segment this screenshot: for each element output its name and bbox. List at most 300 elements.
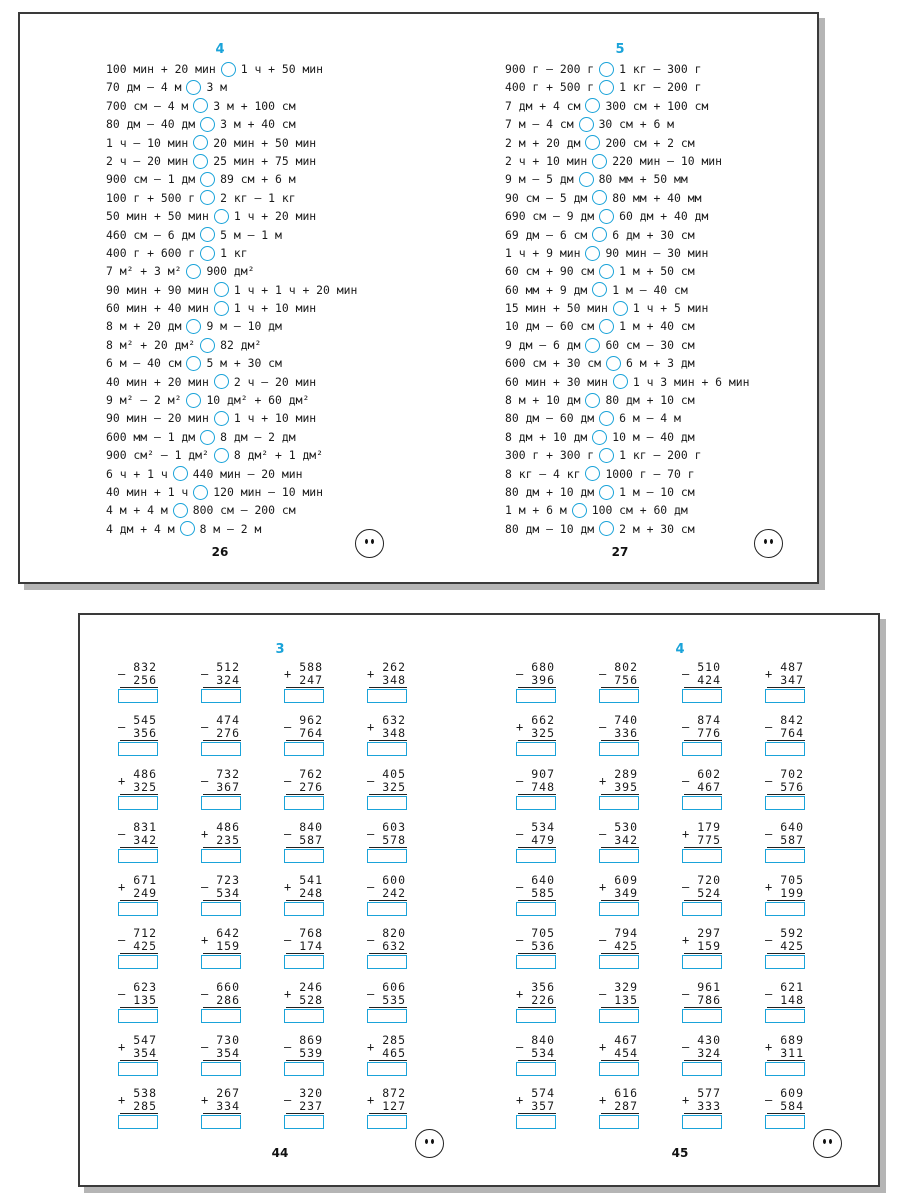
right-expression: 10 м – 40 дм [612, 429, 695, 444]
comparison-exercise [505, 115, 749, 133]
right-expression: 6 м + 3 дм [626, 356, 695, 371]
answer-box[interactable] [118, 902, 158, 916]
answer-circle[interactable] [585, 338, 600, 353]
comparison-exercise [505, 134, 749, 152]
answer-circle[interactable] [200, 227, 215, 242]
top-number: 262 [382, 660, 406, 674]
top-number: 356 [531, 979, 555, 994]
top-number: 592 [780, 926, 804, 941]
answer-box[interactable] [516, 955, 556, 969]
minus-sign: – [118, 986, 126, 1001]
answer-box[interactable] [367, 955, 407, 969]
top-number: 538 [133, 1086, 157, 1101]
answer-box[interactable] [682, 955, 722, 969]
answer-box[interactable] [599, 849, 639, 863]
answer-box[interactable] [284, 1009, 324, 1023]
answer-box[interactable] [599, 1062, 639, 1076]
top-number: 831 [133, 819, 157, 834]
answer-circle[interactable] [186, 80, 201, 95]
bottom-number: 534 [531, 1046, 555, 1061]
answer-box[interactable] [367, 742, 407, 756]
comparison-exercise [106, 170, 357, 188]
page-number: 45 [671, 1146, 689, 1160]
answer-box[interactable] [201, 742, 241, 756]
plus-sign: + [284, 880, 292, 895]
minus-sign: – [682, 986, 690, 1001]
answer-box[interactable] [201, 796, 241, 810]
bottom-number: 576 [780, 779, 804, 794]
answer-circle[interactable] [599, 521, 614, 536]
exercise-title: 3 [275, 642, 285, 657]
bottom-number: 276 [216, 726, 240, 741]
left-expression: 7 м² + 3 м² [106, 264, 182, 279]
comparison-exercise [505, 281, 749, 299]
column-problem [201, 874, 241, 916]
top-number: 632 [382, 713, 406, 728]
answer-circle[interactable] [214, 209, 229, 224]
answer-circle[interactable] [186, 356, 201, 371]
answer-box[interactable] [118, 796, 158, 810]
column-problem [599, 821, 639, 863]
answer-circle[interactable] [572, 503, 587, 518]
answer-circle[interactable] [613, 301, 628, 316]
bottom-number: 587 [299, 832, 323, 847]
bottom-number: 135 [614, 992, 638, 1007]
answer-circle[interactable] [193, 154, 208, 169]
underline [601, 1060, 639, 1061]
top-number: 621 [780, 979, 804, 994]
minus-sign: – [284, 720, 292, 735]
answer-box[interactable] [118, 1115, 158, 1129]
answer-circle[interactable] [193, 135, 208, 150]
answer-box[interactable] [765, 689, 805, 703]
plus-sign: + [516, 1093, 524, 1108]
top-number: 600 [382, 873, 406, 888]
top-number: 720 [697, 873, 721, 888]
answer-box[interactable] [367, 796, 407, 810]
answer-box[interactable] [599, 796, 639, 810]
underline [767, 687, 805, 688]
bottom-number: 159 [216, 939, 240, 954]
left-expression: 80 дм – 60 дм [505, 411, 595, 426]
answer-circle[interactable] [579, 117, 594, 132]
answer-box[interactable] [765, 796, 805, 810]
underline [286, 953, 324, 954]
answer-circle[interactable] [173, 466, 188, 481]
answer-box[interactable] [516, 689, 556, 703]
column-problem [599, 981, 639, 1023]
underline [518, 740, 556, 741]
answer-circle[interactable] [214, 282, 229, 297]
bottom-number: 528 [299, 992, 323, 1007]
answer-box[interactable] [367, 1009, 407, 1023]
left-expression: 7 м – 4 см [505, 117, 574, 132]
answer-circle[interactable] [592, 282, 607, 297]
answer-circle[interactable] [585, 393, 600, 408]
underline [120, 687, 158, 688]
comparison-exercise [106, 501, 357, 519]
left-expression: 1 м + 6 м [505, 503, 567, 518]
answer-box[interactable] [599, 955, 639, 969]
right-expression: 90 мин – 30 мин [605, 245, 709, 260]
answer-box[interactable] [765, 902, 805, 916]
answer-circle[interactable] [214, 411, 229, 426]
answer-box[interactable] [201, 1009, 241, 1023]
answer-box[interactable] [682, 1009, 722, 1023]
column-problem [682, 768, 722, 810]
column-problem [367, 1087, 407, 1129]
underline [203, 1007, 241, 1008]
column-problem [284, 1087, 324, 1129]
answer-box[interactable] [284, 955, 324, 969]
column-problem [765, 1034, 805, 1076]
comparison-exercise [505, 373, 749, 391]
bottom-number: 425 [133, 939, 157, 954]
answer-circle[interactable] [193, 98, 208, 113]
minus-sign: – [201, 1040, 209, 1055]
comparison-exercise [505, 336, 749, 354]
right-expression: 220 мин – 10 мин [612, 153, 723, 168]
answer-box[interactable] [516, 742, 556, 756]
answer-box[interactable] [599, 742, 639, 756]
column-problem [682, 927, 722, 969]
column-problem [765, 981, 805, 1023]
underline [684, 687, 722, 688]
right-expression: 60 см – 30 см [605, 337, 695, 352]
smiley-face-icon [813, 1129, 842, 1158]
underline [518, 1060, 556, 1061]
plus-sign: + [367, 720, 375, 735]
left-expression: 80 дм – 10 дм [505, 521, 595, 536]
bottom-number: 354 [216, 1046, 240, 1061]
top-number: 609 [780, 1086, 804, 1101]
answer-circle[interactable] [221, 62, 236, 77]
answer-box[interactable] [367, 849, 407, 863]
minus-sign: – [201, 773, 209, 788]
underline [601, 740, 639, 741]
answer-box[interactable] [284, 742, 324, 756]
bottom-number: 354 [133, 1046, 157, 1061]
answer-box[interactable] [516, 849, 556, 863]
bottom-number: 585 [531, 886, 555, 901]
plus-sign: + [765, 1040, 773, 1055]
answer-circle[interactable] [214, 301, 229, 316]
answer-circle[interactable] [585, 246, 600, 261]
answer-circle[interactable] [599, 448, 614, 463]
answer-circle[interactable] [200, 190, 215, 205]
answer-box[interactable] [682, 1062, 722, 1076]
answer-circle[interactable] [585, 98, 600, 113]
top-number: 320 [299, 1086, 323, 1101]
answer-box[interactable] [284, 849, 324, 863]
answer-box[interactable] [765, 1009, 805, 1023]
answer-box[interactable] [682, 849, 722, 863]
underline [369, 1113, 407, 1114]
column-problem [516, 661, 556, 703]
answer-circle[interactable] [200, 172, 215, 187]
answer-box[interactable] [765, 742, 805, 756]
column-problem [516, 927, 556, 969]
column-problem [284, 661, 324, 703]
top-number: 267 [216, 1086, 240, 1101]
answer-box[interactable] [765, 955, 805, 969]
top-number: 430 [697, 1033, 721, 1048]
answer-box[interactable] [118, 955, 158, 969]
right-expression: 9 м – 10 дм [206, 319, 282, 334]
comparison-exercise [505, 189, 749, 207]
comparison-exercise [505, 299, 749, 317]
underline [684, 1060, 722, 1061]
answer-circle[interactable] [606, 356, 621, 371]
bottom-number: 534 [216, 886, 240, 901]
answer-circle[interactable] [214, 448, 229, 463]
answer-circle[interactable] [599, 209, 614, 224]
underline [684, 847, 722, 848]
top-number: 732 [216, 766, 240, 781]
top-number: 179 [697, 819, 721, 834]
column-problem [765, 927, 805, 969]
answer-box[interactable] [682, 742, 722, 756]
answer-circle[interactable] [585, 135, 600, 150]
minus-sign: – [682, 773, 690, 788]
answer-circle[interactable] [173, 503, 188, 518]
answer-box[interactable] [516, 1115, 556, 1129]
answer-box[interactable] [599, 689, 639, 703]
bottom-number: 524 [697, 886, 721, 901]
comparison-exercise [505, 60, 749, 78]
bottom-number: 632 [382, 939, 406, 954]
answer-box[interactable] [284, 902, 324, 916]
underline [120, 847, 158, 848]
answer-box[interactable] [599, 1009, 639, 1023]
minus-sign: – [599, 720, 607, 735]
answer-box[interactable] [516, 902, 556, 916]
answer-circle[interactable] [579, 172, 594, 187]
answer-circle[interactable] [200, 430, 215, 445]
answer-box[interactable] [201, 689, 241, 703]
answer-circle[interactable] [599, 319, 614, 334]
underline [684, 1007, 722, 1008]
comparison-exercise [106, 207, 357, 225]
answer-box[interactable] [516, 796, 556, 810]
answer-circle[interactable] [214, 374, 229, 389]
comparison-exercise [505, 354, 749, 372]
underline [684, 953, 722, 954]
plus-sign: + [201, 826, 209, 841]
answer-box[interactable] [765, 849, 805, 863]
answer-circle[interactable] [186, 393, 201, 408]
bottom-number: 396 [531, 673, 555, 687]
answer-circle[interactable] [180, 521, 195, 536]
top-number: 616 [614, 1086, 638, 1101]
left-expression: 9 м – 5 дм [505, 172, 574, 187]
column-problem [118, 874, 158, 916]
left-expression: 69 дм – 6 см [505, 227, 588, 242]
answer-circle[interactable] [599, 80, 614, 95]
answer-box[interactable] [201, 849, 241, 863]
right-expression: 1 кг – 200 г [619, 80, 702, 95]
answer-box[interactable] [118, 1062, 158, 1076]
top-number: 907 [531, 766, 555, 781]
minus-sign: – [118, 720, 126, 735]
answer-box[interactable] [765, 1115, 805, 1129]
minus-sign: – [284, 773, 292, 788]
bottom-number: 336 [614, 726, 638, 741]
minus-sign: – [118, 667, 126, 681]
underline [286, 1007, 324, 1008]
column-problem [765, 821, 805, 863]
bottom-number: 249 [133, 886, 157, 901]
answer-circle[interactable] [592, 430, 607, 445]
underline [767, 1113, 805, 1114]
right-expression: 8 м – 2 м [199, 521, 262, 536]
right-expression: 6 дм + 30 см [612, 227, 695, 242]
right-expression: 800 см – 200 см [192, 503, 296, 518]
answer-box[interactable] [284, 1115, 324, 1129]
smiley-face-icon [415, 1129, 444, 1158]
column-problem [118, 821, 158, 863]
minus-sign: – [284, 1040, 292, 1055]
minus-sign: – [516, 773, 524, 788]
comparison-exercise [106, 97, 357, 115]
answer-circle[interactable] [599, 62, 614, 77]
left-expression: 6 м – 40 см [106, 356, 182, 371]
minus-sign: – [367, 933, 375, 948]
bottom-number: 235 [216, 832, 240, 847]
column-problem [118, 1034, 158, 1076]
column-problem [367, 981, 407, 1023]
answer-circle[interactable] [592, 154, 607, 169]
answer-box[interactable] [599, 902, 639, 916]
page-27 [420, 14, 820, 582]
answer-circle[interactable] [186, 319, 201, 334]
left-expression: 600 мм – 1 дм [106, 429, 196, 444]
comparison-exercise [505, 78, 749, 96]
answer-box[interactable] [201, 1062, 241, 1076]
column-problem [284, 714, 324, 756]
answer-box[interactable] [682, 1115, 722, 1129]
underline [286, 794, 324, 795]
plus-sign: + [284, 667, 292, 681]
answer-box[interactable] [118, 742, 158, 756]
answer-circle[interactable] [200, 117, 215, 132]
underline [518, 900, 556, 901]
plus-sign: + [201, 933, 209, 948]
answer-box[interactable] [201, 902, 241, 916]
answer-box[interactable] [765, 1062, 805, 1076]
page-number: 27 [611, 545, 629, 559]
answer-circle[interactable] [193, 485, 208, 500]
underline [369, 1060, 407, 1061]
column-problem [765, 874, 805, 916]
answer-circle[interactable] [599, 485, 614, 500]
left-expression: 60 мм + 9 дм [505, 282, 588, 297]
bottom-number: 127 [382, 1099, 406, 1114]
top-number: 962 [299, 713, 323, 728]
answer-circle[interactable] [613, 374, 628, 389]
minus-sign: – [765, 826, 773, 841]
answer-box[interactable] [284, 1062, 324, 1076]
minus-sign: – [599, 826, 607, 841]
underline [518, 953, 556, 954]
underline [286, 1060, 324, 1061]
answer-box[interactable] [516, 1009, 556, 1023]
answer-box[interactable] [367, 1115, 407, 1129]
bottom-number: 325 [531, 726, 555, 741]
comparison-exercise [505, 520, 749, 538]
left-expression: 80 дм + 10 дм [505, 484, 595, 499]
smiley-face-icon [754, 529, 783, 558]
answer-box[interactable] [367, 1062, 407, 1076]
answer-circle[interactable] [585, 466, 600, 481]
answer-box[interactable] [118, 689, 158, 703]
top-number: 840 [531, 1033, 555, 1048]
answer-circle[interactable] [592, 227, 607, 242]
right-expression: 30 см + 6 м [598, 117, 675, 132]
answer-circle[interactable] [599, 264, 614, 279]
left-expression: 7 дм + 4 см [505, 98, 581, 113]
right-expression: 300 см + 100 см [605, 98, 709, 113]
top-number: 588 [299, 660, 323, 674]
left-expression: 8 м² + 20 дм² [106, 337, 196, 352]
answer-box[interactable] [599, 1115, 639, 1129]
bottom-number: 479 [531, 832, 555, 847]
column-problem [367, 661, 407, 703]
top-number: 474 [216, 713, 240, 728]
minus-sign: – [284, 933, 292, 948]
top-number: 723 [216, 873, 240, 888]
answer-box[interactable] [682, 689, 722, 703]
answer-circle[interactable] [599, 411, 614, 426]
page-44 [80, 615, 480, 1185]
answer-box[interactable] [516, 1062, 556, 1076]
underline [767, 794, 805, 795]
right-expression: 80 мм + 40 мм [612, 190, 702, 205]
comparison-exercise [106, 115, 357, 133]
answer-box[interactable] [284, 689, 324, 703]
bottom-number: 248 [299, 886, 323, 901]
left-expression: 700 см – 4 м [106, 98, 189, 113]
answer-box[interactable] [367, 689, 407, 703]
answer-box[interactable] [118, 1009, 158, 1023]
comparison-exercise [505, 483, 749, 501]
answer-box[interactable] [118, 849, 158, 863]
underline [203, 900, 241, 901]
answer-circle[interactable] [200, 338, 215, 353]
comparison-exercise [505, 244, 749, 262]
left-expression: 8 кг – 4 кг [505, 466, 581, 481]
answer-circle[interactable] [186, 264, 201, 279]
answer-box[interactable] [367, 902, 407, 916]
answer-box[interactable] [284, 796, 324, 810]
answer-box[interactable] [201, 955, 241, 969]
right-expression: 3 м + 100 см [213, 98, 296, 113]
left-expression: 2 ч + 10 мин [505, 153, 588, 168]
column-problem [682, 661, 722, 703]
bottom-workbook-spread [78, 613, 880, 1187]
column-problem [284, 821, 324, 863]
minus-sign: – [682, 880, 690, 895]
minus-sign: – [201, 880, 209, 895]
top-number: 842 [780, 713, 804, 728]
answer-circle[interactable] [200, 246, 215, 261]
top-number: 640 [531, 873, 555, 888]
answer-box[interactable] [682, 796, 722, 810]
answer-box[interactable] [201, 1115, 241, 1129]
answer-circle[interactable] [592, 190, 607, 205]
left-expression: 10 дм – 60 см [505, 319, 595, 334]
answer-box[interactable] [682, 902, 722, 916]
